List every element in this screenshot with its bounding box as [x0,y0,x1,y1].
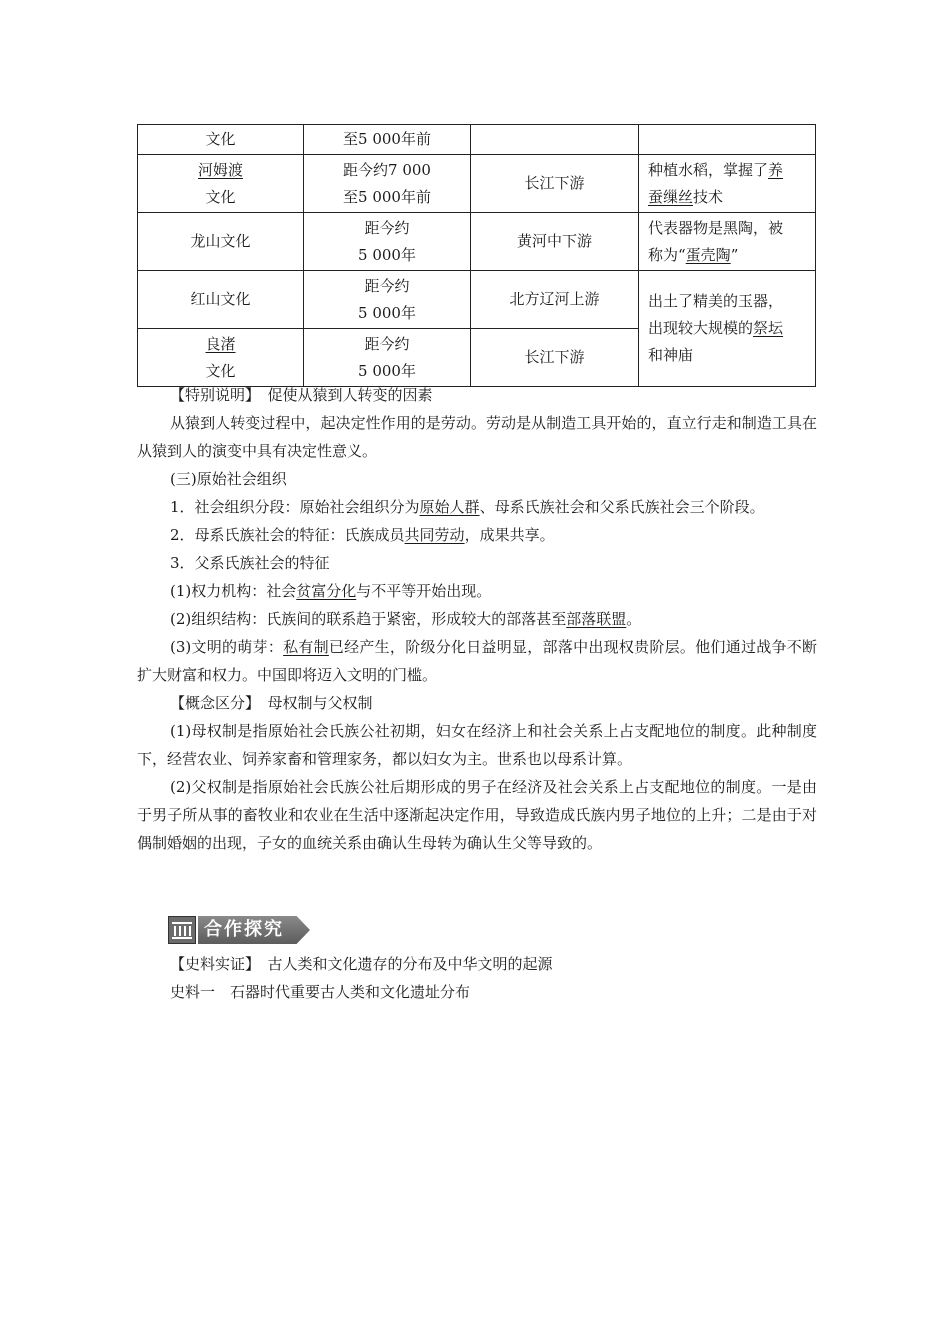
list-item: (3)文明的萌芽：私有制已经产生，阶级分化日益明显，部落中出现权贵阶层。他们通过战争不断扩大财富和权力。中国即将迈入文明的门槛。 [137,638,817,684]
body-text [137,381,817,857]
table-cell-name: 红山文化 [138,271,304,329]
table-cell-name: 龙山文化 [138,213,304,271]
concept-paragraph: (1)母权制是指原始社会氏族公社初期，妇女在经济上和社会关系上占支配地位的制度。此种制度下，经营农业、饲养家畜和管理家务，都以妇女为主。世系也以母系计算。 [137,722,817,768]
concept-paragraph: (2)父权制是指原始社会氏族公社后期形成的男子在经济及社会关系上占支配地位的制度。一是由于男子所从事的畜牧业和农业在生活中逐渐起决定作用，导致造成氏族内男子地位的上升；二是由于对偶制婚姻的出现，子女的血统关系由确认生母转为确认生父等导致的。 [137,778,817,852]
table-cell-name: 文化 [138,125,304,155]
book-icon [168,916,196,944]
table-row [138,155,816,213]
table-cell-region: 长江下游 [471,329,639,387]
list-item: 1．社会组织分段：原始社会组织分为原始人群、母系氏族社会和父系氏族社会三个阶段。 [170,498,765,516]
evidence-section [137,950,817,1006]
evidence-source: 史料一 石器时代重要古人类和文化遗址分布 [170,983,471,1001]
list-item: (1)权力机构：社会贫富分化与不平等开始出现。 [170,582,492,600]
table-cell-time: 至5 000年前 [304,125,471,155]
culture-table [137,124,816,387]
table-cell-region: 长江下游 [471,155,639,213]
special-note-text: 从猿到人转变过程中，起决定性作用的是劳动。劳动是从制造工具开始的，直立行走和制造工具在从猿到人的演变中具有决定性意义。 [137,414,817,460]
table-cell-region: 北方辽河上游 [471,271,639,329]
table-cell-time: 距今约 5 000年 [304,213,471,271]
table-cell-feature: 出土了精美的玉器， 出现较大规模的祭坛 和神庙 [639,271,816,387]
table-cell-feature: 种植水稻，掌握了养 蚕缫丝技术 [639,155,816,213]
table-cell-time: 距今约 5 000年 [304,271,471,329]
table-cell-time: 距今约7 000 至5 000年前 [304,155,471,213]
list-item: (2)组织结构：氏族间的联系趋于紧密，形成较大的部落甚至部落联盟。 [170,610,642,628]
table-cell-region: 黄河中下游 [471,213,639,271]
section-banner [168,914,318,946]
special-note-heading: 【特别说明】 促使从猿到人转变的因素 [170,386,433,404]
table-cell-name: 河姆渡 文化 [138,155,304,213]
table-cell-name: 良渚 文化 [138,329,304,387]
table-cell-region [471,125,639,155]
list-item: 2．母系氏族社会的特征：氏族成员共同劳动，成果共享。 [170,526,555,544]
list-item: 3．父系氏族社会的特征 [170,554,330,572]
table-cell-feature [639,125,816,155]
concept-heading: 【概念区分】 母权制与父权制 [170,694,373,712]
table-cell-time: 距今约 5 000年 [304,329,471,387]
table-cell-feature: 代表器物是黑陶，被 称为“蛋壳陶” [639,213,816,271]
section-heading: (三)原始社会组织 [170,470,287,488]
table-row [138,271,816,329]
section-title: 合作探究 [204,919,284,940]
table-row [138,125,816,155]
table-row [138,213,816,271]
evidence-heading: 【史料实证】 古人类和文化遗存的分布及中华文明的起源 [170,955,553,973]
